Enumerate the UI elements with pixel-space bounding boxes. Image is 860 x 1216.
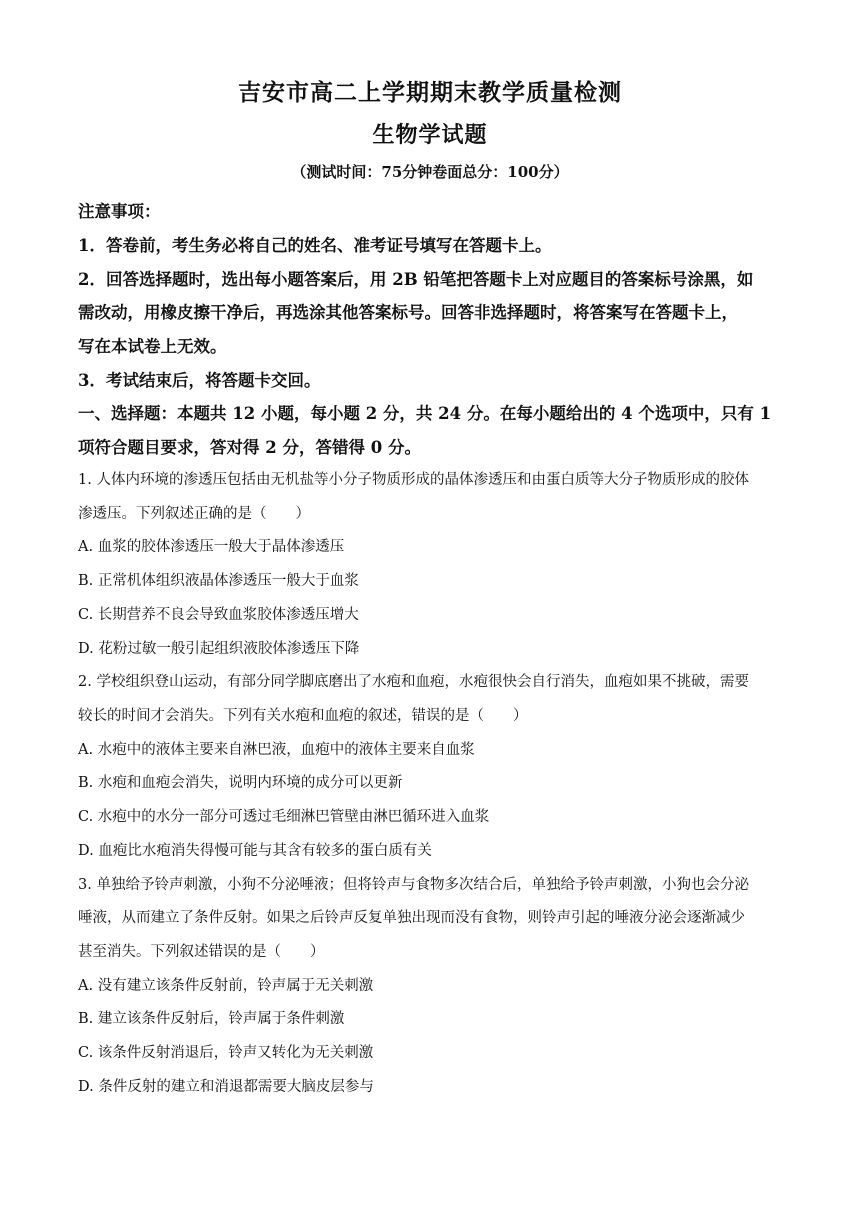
question-1-option-d: D. 花粉过敏一般引起组织液胶体渗透压下降 [78,641,360,657]
question-3-option-b: B. 建立该条件反射后，铃声属于条件刺激 [78,1011,345,1027]
subject-title: 生物学试题 [372,122,488,148]
question-3-option-a: A. 没有建立该条件反射前，铃声属于无关刺激 [78,978,374,994]
question-3-stem-line-3: 甚至消失。下列叙述错误的是（ ） [78,944,325,960]
question-3-stem-line-2: 唾液，从而建立了条件反射。如果之后铃声反复单独出现而没有食物，则铃声引起的唾液分泌会逐渐减少 [78,910,745,926]
question-1-stem-line-2: 渗透压。下列叙述正确的是（ ） [78,506,310,522]
question-3-option-c: C. 该条件反射消退后，铃声又转化为无关刺激 [78,1045,374,1061]
notice-item-1: 1．答卷前，考生务必将自己的姓名、准考证号填写在答题卡上。 [78,236,552,255]
section-heading-line-1: 一、选择题：本题共 12 小题，每小题 2 分，共 24 分。在每小题给出的 4 个选项中，只有 1 [78,404,772,423]
question-2-option-d: D. 血疱比水疱消失得慢可能与其含有较多的蛋白质有关 [78,843,432,859]
question-3-option-d: D. 条件反射的建立和消退都需要大脑皮层参与 [78,1079,374,1095]
notice-item-2-line-2: 需改动，用橡皮擦干净后，再选涂其他答案标号。回答非选择题时，将答案写在答题卡上， [78,303,738,322]
notice-item-3: 3．考试结束后，将答题卡交回。 [78,371,321,390]
question-2-stem-line-1: 2. 学校组织登山运动，有部分同学脚底磨出了水疱和血疱，水疱很快会自行消失，血疱如果不挑破，需要 [78,674,749,690]
exam-info: （测试时间：75分钟卷面总分：100分） [291,163,569,181]
page-title: 吉安市高二上学期期末教学质量检测 [238,79,622,106]
section-heading-line-2: 项符合题目要求，答对得 2 分，答错得 0 分。 [78,438,421,457]
question-2-option-c: C. 水疱中的水分一部分可透过毛细淋巴管壁由淋巴循环进入血浆 [78,809,490,825]
question-1-stem-line-1: 1. 人体内环境的渗透压包括由无机盐等小分子物质形成的晶体渗透压和由蛋白质等大分子物质形成的胶体 [78,472,749,488]
question-2-option-a: A. 水疱中的液体主要来自淋巴液，血疱中的液体主要来自血浆 [78,742,475,758]
question-2-option-b: B. 水疱和血疱会消失，说明内环境的成分可以更新 [78,775,403,791]
notice-item-2-line-3: 写在本试卷上无效。 [78,337,227,356]
notice-item-2-line-1: 2．回答选择题时，选出每小题答案后，用 2B 铅笔把答题卡上对应题目的答案标号涂黑，如 [78,270,754,289]
question-2-stem-line-2: 较长的时间才会消失。下列有关水疱和血疱的叙述，错误的是（ ） [78,708,528,724]
notice-heading: 注意事项： [78,202,161,221]
question-1-option-a: A. 血浆的胶体渗透压一般大于晶体渗透压 [78,539,345,555]
question-1-option-b: B. 正常机体组织液晶体渗透压一般大于血浆 [78,573,359,589]
question-3-stem-line-1: 3. 单独给予铃声刺激，小狗不分泌唾液；但将铃声与食物多次结合后，单独给予铃声刺激，小狗也会分泌 [78,877,749,893]
question-1-option-c: C. 长期营养不良会导致血浆胶体渗透压增大 [78,607,359,623]
